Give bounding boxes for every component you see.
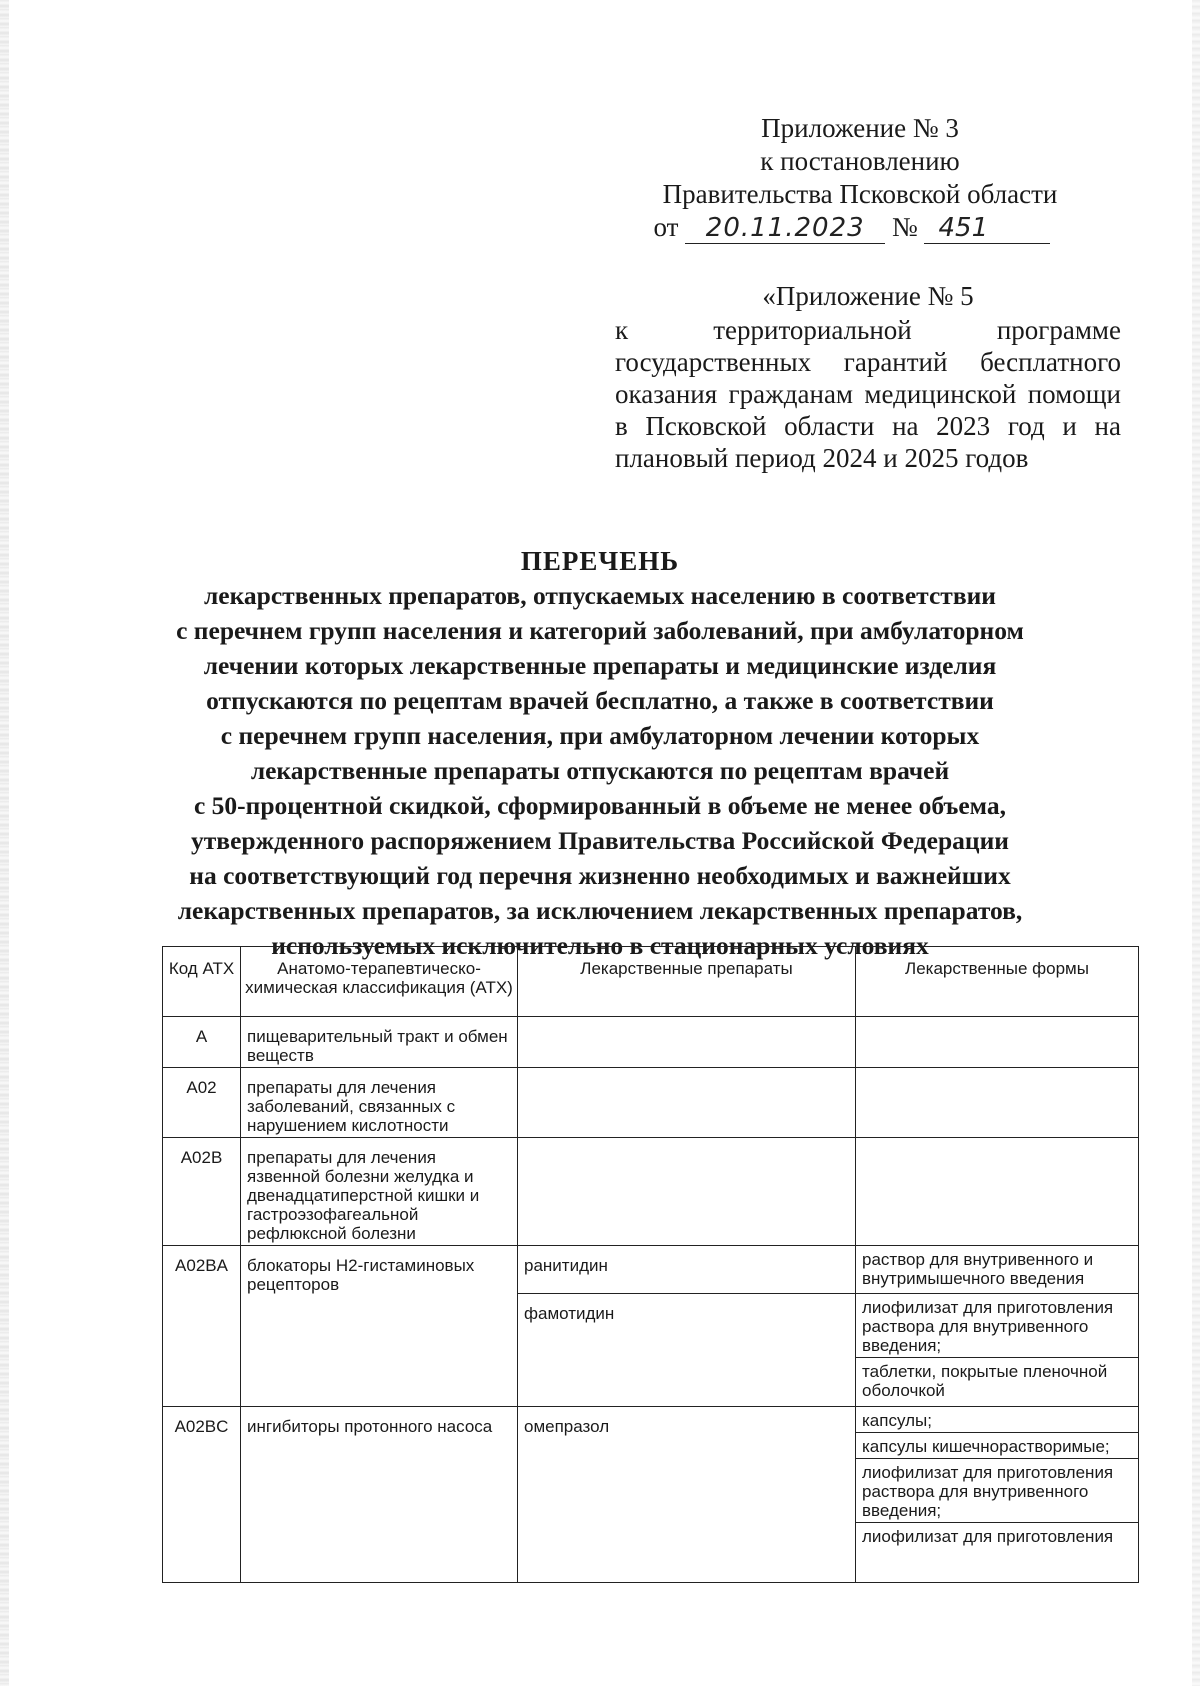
dosage-form: капсулы кишечнорастворимые; (856, 1433, 1138, 1459)
cell-forms (856, 1407, 1139, 1583)
annex-body: к территориальной программе государственных гарантий бесплатного оказания гражданам медицинской помощи в Псковской области на 2023 год и на плановый период 2024 и 2025 годов (615, 315, 1121, 473)
title-line: на соответствующий год перечня жизненно необходимых и важнейших (189, 861, 1011, 890)
scan-edge-right (1192, 0, 1200, 1686)
title-line: лекарственных препаратов, за исключением лекарственных препаратов, (177, 896, 1023, 925)
title-line: с перечнем групп населения и категорий заболеваний, при амбулаторном (176, 616, 1024, 645)
approval-header (640, 112, 1080, 244)
dosage-form: таблетки, покрытые пленочной оболочкой (862, 1362, 1108, 1400)
annex-reference (615, 280, 1121, 474)
cell-code: A (163, 1017, 241, 1068)
cell-drugs (518, 1068, 856, 1138)
cell-drug-name: ранитидин (518, 1246, 856, 1294)
cell-drug-name: фамотидин (518, 1294, 856, 1407)
cell-forms (856, 1017, 1139, 1068)
title-line: используемых исключительно в стационарных условиях (271, 931, 929, 960)
title-line: с 50-процентной скидкой, сформированный в объеме не менее объема, (193, 791, 1006, 820)
title-line: с перечнем групп населения, при амбулаторном лечении которых (220, 721, 980, 750)
table-row (163, 1407, 1139, 1583)
title-line: отпускаются по рецептам врачей бесплатно, а также в соответствии (206, 686, 994, 715)
cell-code: A02BA (163, 1246, 241, 1407)
cell-code: A02BC (163, 1407, 241, 1583)
number-prefix: № (891, 212, 918, 242)
title-line: утвержденного распоряжением Правительства Российской Федерации (191, 826, 1009, 855)
scan-edge-left (0, 0, 9, 1686)
approval-line-3: Правительства Псковской области (662, 179, 1058, 209)
title-line: лечении которых лекарственные препараты и медицинские изделия (203, 651, 997, 680)
handwritten-number: 451 (924, 213, 1050, 244)
dosage-form: лиофилизат для приготовления раствора для внутривенного введения; (856, 1294, 1138, 1358)
cell-forms (856, 1138, 1139, 1246)
cell-forms (856, 1294, 1139, 1407)
header-drugs: Лекарственные препараты (518, 947, 856, 1017)
cell-forms (856, 1246, 1139, 1294)
atc-table (162, 946, 1139, 1583)
approval-line-2: к постановлению (760, 146, 960, 176)
document-title (130, 544, 1070, 963)
cell-drug-name: омепразол (518, 1407, 856, 1583)
annex-line-1: «Приложение № 5 (762, 281, 974, 311)
cell-drugs (518, 1017, 856, 1068)
cell-code: A02B (163, 1138, 241, 1246)
cell-class: препараты для лечения заболеваний, связанных с нарушением кислотности (241, 1068, 518, 1138)
dosage-form: раствор для внутривенного и внутримышечного введения (862, 1250, 1094, 1288)
table-row (163, 1017, 1139, 1068)
table-row (163, 1246, 1139, 1294)
dosage-form: капсулы; (856, 1407, 1138, 1433)
table-row (163, 1068, 1139, 1138)
cell-class: пищеварительный тракт и обмен веществ (241, 1017, 518, 1068)
cell-code: A02 (163, 1068, 241, 1138)
header-code: Код АТХ (163, 947, 241, 1017)
title-line: лекарственные препараты отпускаются по рецептам врачей (250, 756, 950, 785)
approval-date-line (640, 211, 1080, 244)
dosage-form: лиофилизат для приготовления (862, 1527, 1114, 1546)
cell-class: блокаторы H2-гистаминовых рецепторов (241, 1246, 518, 1407)
cell-forms (856, 1068, 1139, 1138)
table-row (163, 1138, 1139, 1246)
cell-drugs (518, 1138, 856, 1246)
dosage-form: лиофилизат для приготовления раствора для внутривенного введения; (856, 1459, 1138, 1523)
cell-class: препараты для лечения язвенной болезни желудка и двенадцатиперстной кишки и гастроэзофагеальной рефлюксной болезни (241, 1138, 518, 1246)
header-class: Анатомо-терапевтическо-химическая классификация (АТХ) (241, 947, 518, 1017)
approval-line-1: Приложение № 3 (761, 113, 959, 143)
date-prefix: от (653, 212, 679, 242)
handwritten-date: 20.11.2023 (685, 213, 885, 244)
table-header-row (163, 947, 1139, 1017)
title-line: лекарственных препаратов, отпускаемых населению в соответствии (204, 581, 996, 610)
header-forms: Лекарственные формы (856, 947, 1139, 1017)
cell-class: ингибиторы протонного насоса (241, 1407, 518, 1583)
title-main: ПЕРЕЧЕНЬ (520, 546, 680, 576)
